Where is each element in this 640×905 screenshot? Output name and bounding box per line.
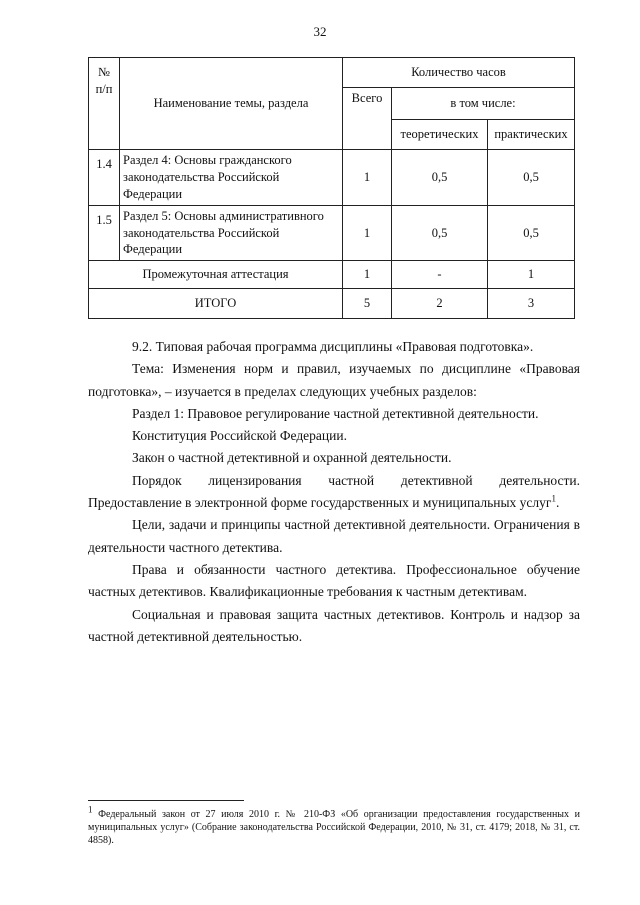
hours-table — [88, 57, 575, 319]
row-practice: 0,5 — [488, 205, 575, 261]
paragraph-program-title: 9.2. Типовая рабочая программа дисциплины «Правовая подготовка». — [132, 339, 534, 354]
footnote-marker: 1 — [88, 804, 93, 815]
interim-label: Промежуточная аттестация — [89, 261, 343, 289]
footnote-reference: 1 — [551, 493, 556, 504]
row-theory: 0,5 — [392, 150, 488, 206]
table-row — [89, 205, 575, 261]
header-practice: практических — [488, 120, 575, 150]
footnote-separator — [88, 800, 244, 801]
paragraph-topic: Тема: Изменения норм и правил, изучаемых по дисциплине «Правовая подготовка», – изучается в пределах следующих учебных разделов: — [88, 361, 580, 399]
totals-row — [89, 289, 575, 319]
paragraph-goals: Цели, задачи и принципы частной детективной деятельности. Ограничения в деятельности частного детектива. — [88, 517, 580, 555]
header-topic-name: Наименование темы, раздела — [120, 58, 343, 150]
paragraph-licensing-text: Порядок лицензирования частной детективной деятельности. Предоставление в электронной форме государственных и муниципальных услуг — [88, 472, 580, 511]
paragraph-constitution: Конституция Российской Федерации. — [132, 428, 347, 444]
paragraph-rights: Права и обязанности частного детектива. Профессиональное обучение частных детективов. Квалификационные требования к частным детективам. — [88, 561, 580, 600]
row-topic: Раздел 5: Основы административного законодательства Российской Федерации — [120, 205, 343, 261]
row-topic: Раздел 4: Основы гражданского законодательства Российской Федерации — [120, 150, 343, 206]
program-text — [88, 336, 580, 648]
header-total: Всего — [343, 88, 392, 150]
totals-label: ИТОГО — [89, 289, 343, 319]
header-number: № п/п — [89, 58, 120, 150]
totals-practice: 3 — [488, 289, 575, 319]
table-row — [89, 150, 575, 206]
paragraph-protection: Социальная и правовая защита частных детективов. Контроль и надзор за частной детективной деятельностью. — [88, 606, 580, 644]
row-total: 1 — [343, 150, 392, 206]
totals-total: 5 — [343, 289, 392, 319]
paragraph-section-1: Раздел 1: Правовое регулирование частной детективной деятельности. — [132, 405, 539, 421]
header-including: в том числе: — [392, 88, 575, 120]
footnote-text: Федеральный закон от 27 июля 2010 г. № 210-ФЗ «Об организации предоставления государственных и муниципальных услуг» (Собрание законодательства Российской Федерации, 2010, № 31, ст. 4179; 2018, № 31, ст. 4858). — [88, 809, 580, 846]
interim-practice: 1 — [488, 261, 575, 289]
header-hours: Количество часов — [343, 58, 575, 88]
paragraph-licensing: Порядок лицензирования частной детективной деятельности. Предоставление в электронной форме государственных и муниципальных услуг$^1$. — [88, 472, 580, 511]
row-number: 1.5 — [89, 205, 120, 261]
page-number: 32 — [313, 24, 327, 39]
row-practice: 0,5 — [488, 150, 575, 206]
row-theory: 0,5 — [392, 205, 488, 261]
interim-row — [89, 261, 575, 289]
row-total: 1 — [343, 205, 392, 261]
paragraph-law: Закон о частной детективной и охранной деятельности. — [132, 450, 452, 466]
row-number: 1.4 — [89, 150, 120, 206]
footnote — [88, 804, 580, 847]
header-theory: теоретических — [392, 120, 488, 150]
interim-total: 1 — [343, 261, 392, 289]
totals-theory: 2 — [392, 289, 488, 319]
interim-theory: - — [392, 261, 488, 289]
